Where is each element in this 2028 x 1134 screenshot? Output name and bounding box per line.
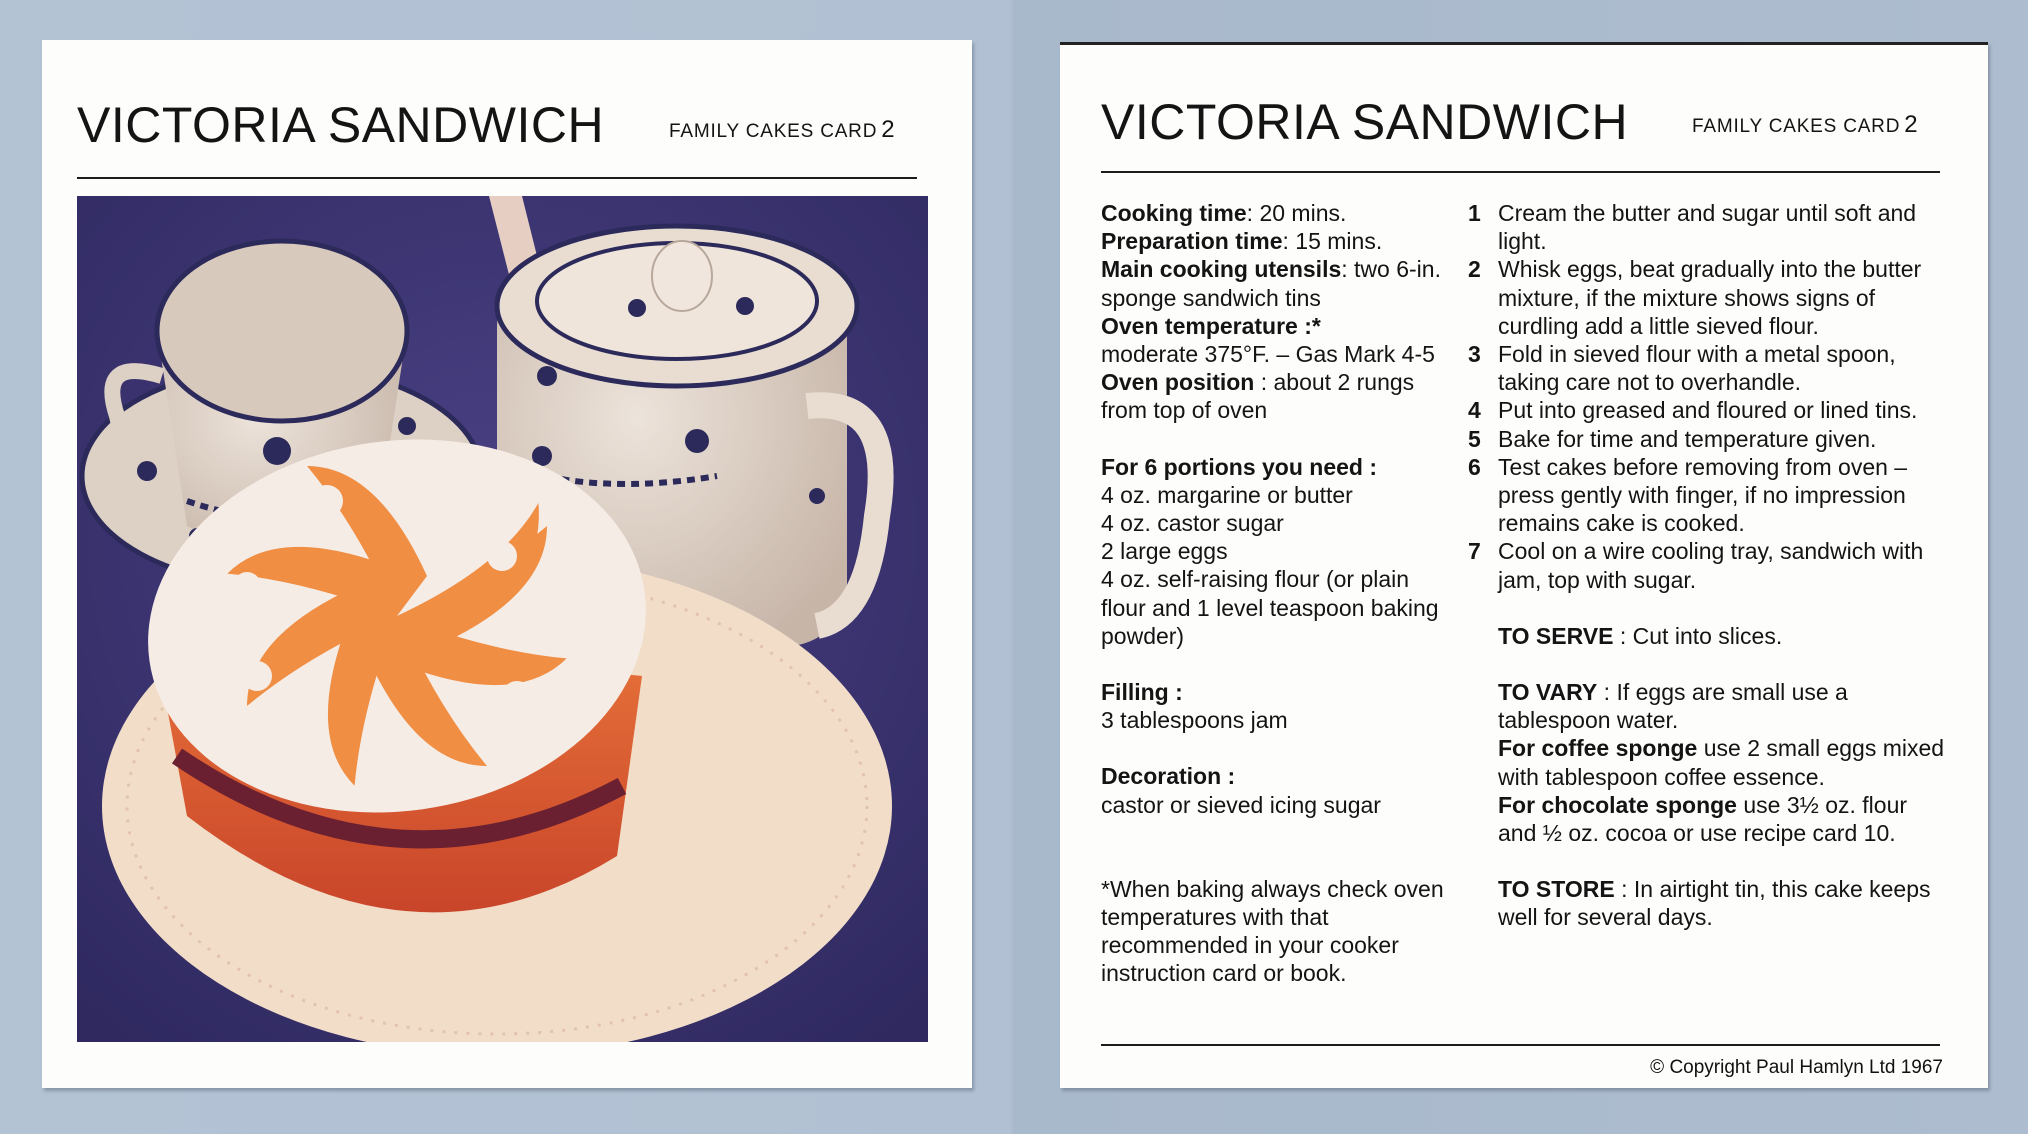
- card-series: [669, 118, 895, 142]
- ingredient-item: 4 oz. castor sugar: [1101, 510, 1284, 537]
- method-step: 3 Fold in sieved flour with a metal spoon, taking care not to overhandle.: [1468, 341, 1896, 396]
- method-step: 4 Put into greased and floured or lined tins.: [1468, 397, 1918, 424]
- footer-divider: [1101, 1044, 1940, 1046]
- decoration-heading: Decoration :: [1101, 763, 1236, 790]
- filling-heading: Filling :: [1101, 679, 1183, 706]
- recipe-card-front: [42, 40, 972, 1088]
- ingredient-item: 4 oz. self-raising flour (or plain flour and 1 level teaspoon baking powder): [1101, 566, 1439, 649]
- ingredient-item: 2 large eggs: [1101, 538, 1228, 565]
- cake-photo: [77, 196, 928, 1042]
- card-number: 2: [1904, 111, 1919, 138]
- to-serve: TO SERVE : Cut into slices.: [1498, 622, 1783, 649]
- method-step: 7 Cool on a wire cooling tray, sandwich with jam, top with sugar.: [1468, 538, 1924, 593]
- recipe-card-back: [1060, 42, 1988, 1088]
- preparation-time: Preparation time: 15 mins.: [1101, 228, 1383, 255]
- chocolate-sponge-variation: For chocolate sponge use 3½ oz. flour and ½ oz. cocoa or use recipe card 10.: [1498, 791, 1908, 847]
- card-number: 2: [881, 116, 896, 143]
- header-divider: [1101, 171, 1940, 173]
- to-vary: TO VARY : If eggs are small use a tablespoon water.: [1498, 679, 1848, 734]
- card-title: VICTORIA SANDWICH: [1101, 94, 1629, 150]
- method-step: 5 Bake for time and temperature given.: [1468, 425, 1877, 452]
- method-step: 1 Cream the butter and sugar until soft and light.: [1468, 200, 1917, 255]
- decoration-text: castor or sieved icing sugar: [1101, 791, 1381, 818]
- series-label: FAMILY CAKES CARD: [1692, 116, 1901, 137]
- method-step: 2 Whisk eggs, beat gradually into the butter mixture, if the mixture shows signs of curdling add a little sieved flour.: [1468, 256, 1922, 339]
- oven-temperature: Oven temperature :* moderate 375°F. – Gas Mark 4-5: [1101, 312, 1435, 368]
- header-divider: [77, 177, 917, 179]
- method-step: 6 Test cakes before removing from oven – press gently with finger, if no impression remains cake is cooked.: [1468, 453, 1908, 537]
- method-column: [1468, 199, 1948, 932]
- coffee-sponge-variation: For coffee sponge use 2 small eggs mixed with tablespoon coffee essence.: [1498, 735, 1945, 790]
- recipe-info-column: [1101, 199, 1451, 988]
- cooking-time: Cooking time: 20 mins.: [1101, 200, 1347, 226]
- victoria-sandwich-illustration: [77, 196, 928, 1042]
- card-series: [1692, 113, 1918, 137]
- ingredient-item: 4 oz. margarine or butter: [1101, 481, 1353, 508]
- ingredients-heading: For 6 portions you need :: [1101, 453, 1378, 480]
- card-title: VICTORIA SANDWICH: [77, 97, 605, 153]
- series-label: FAMILY CAKES CARD: [669, 121, 878, 142]
- copyright-notice: © Copyright Paul Hamlyn Ltd 1967: [1650, 1057, 1943, 1078]
- oven-position: Oven position : about 2 rungs from top of oven: [1101, 369, 1415, 424]
- filling-text: 3 tablespoons jam: [1101, 707, 1288, 734]
- to-store: TO STORE : In airtight tin, this cake keeps well for several days.: [1498, 876, 1931, 931]
- oven-footnote: *When baking always check oven temperatures with that recommended in your cooker instruction card or book.: [1101, 875, 1444, 987]
- main-cooking-utensils: Main cooking utensils: two 6-in. sponge sandwich tins: [1101, 256, 1441, 311]
